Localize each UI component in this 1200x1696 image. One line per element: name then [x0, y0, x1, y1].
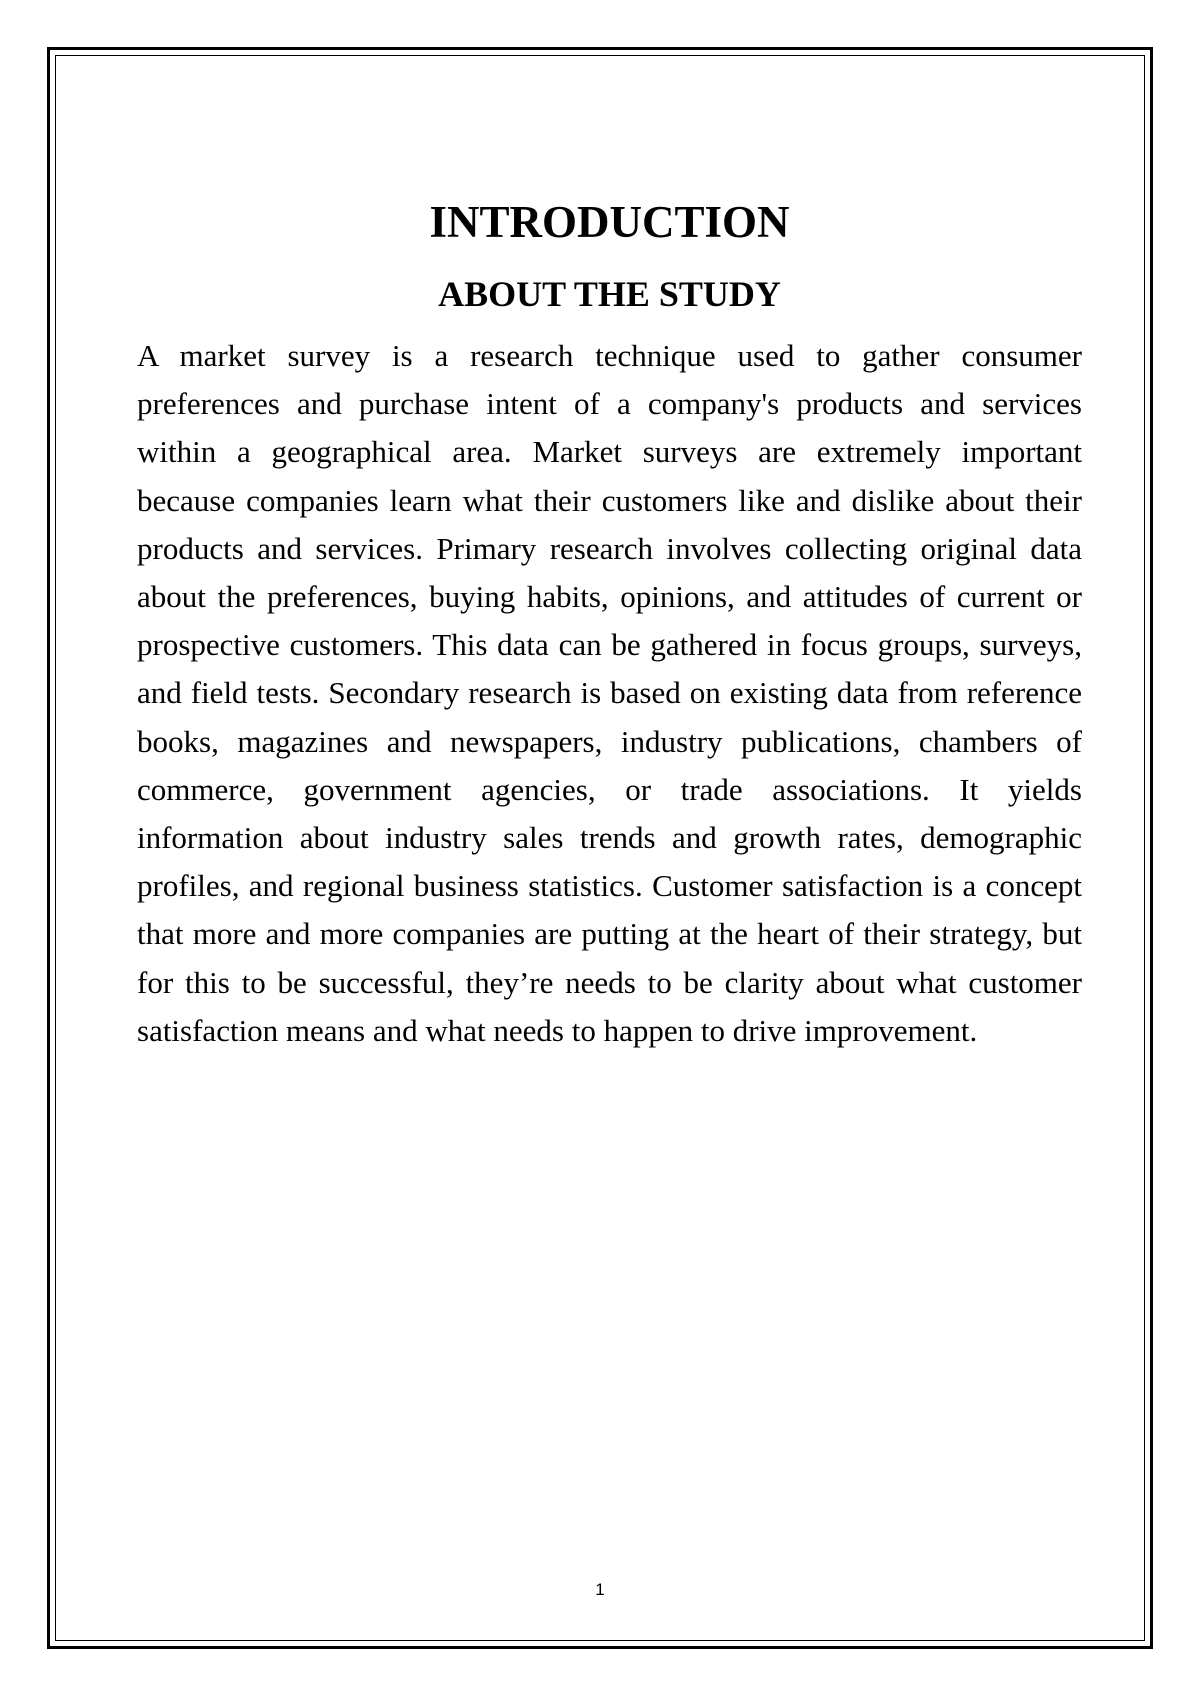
page-title: INTRODUCTION: [429, 197, 790, 247]
page-content: [137, 192, 1082, 1055]
body-paragraph: A market survey is a research technique used to gather consumer preferences and purchase intent of a company's products and services within a geographical area. Market surveys are extremely important because companies learn what their customers like and dislike about their products and services. Primary research involves collecting original data about the preferences, buying habits, opinions, and attitudes of current or prospective customers. This data can be gathered in focus groups, surveys, and field tests. Secondary research is based on existing data from reference books, magazines and newspapers, industry publications, chambers of commerce, government agencies, or trade associations. It yields information about industry sales trends and growth rates, demographic profiles, and regional business statistics. Customer satisfaction is a concept that more and more companies are putting at the heart of their strategy, but for this to be successful, they’re needs to be clarity about what customer satisfaction means and what needs to happen to drive improvement.: [137, 338, 1082, 1048]
page-number: 1: [595, 1580, 605, 1599]
section-heading: ABOUT THE STUDY: [438, 274, 781, 314]
